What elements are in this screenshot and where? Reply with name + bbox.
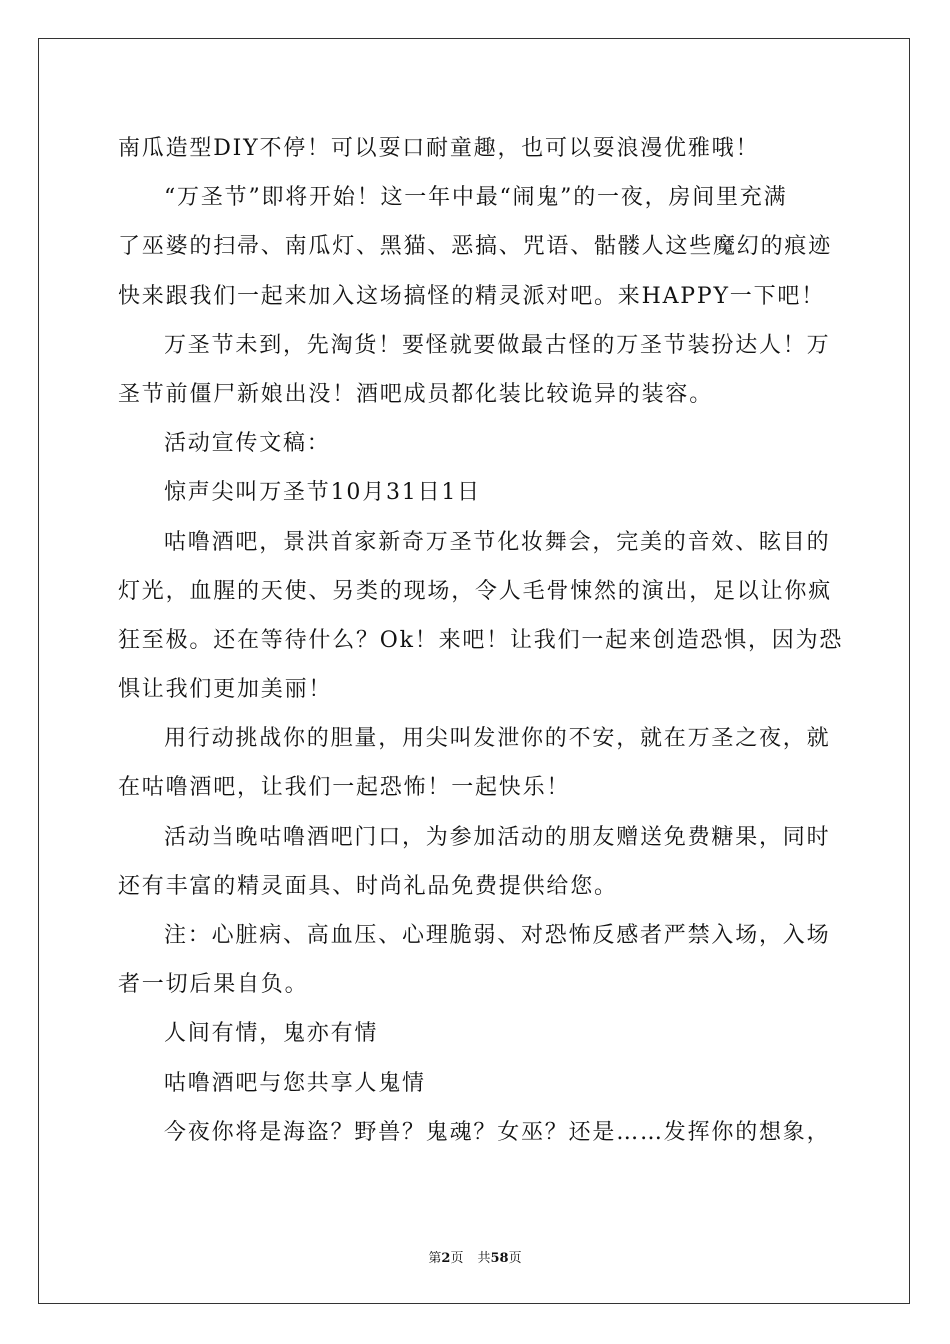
text-line: 活动当晚咕噜酒吧门口，为参加活动的朋友赠送免费糖果，同时 [164, 824, 831, 850]
document-body [118, 124, 844, 1157]
total-prefix: 共 [477, 1251, 491, 1266]
text-line: 咕噜酒吧与您共享人鬼情 [164, 1070, 426, 1096]
text-line: 了巫婆的扫帚、南瓜灯、黑猫、恶搞、咒语、骷髅人这些魔幻的痕迹 [118, 234, 833, 260]
text-line: 还有丰富的精灵面具、时尚礼品免费提供给您。 [118, 873, 618, 899]
text-line: 南瓜造型DIY不停！可以耍口耐童趣，也可以耍浪漫优雅哦！ [118, 136, 760, 161]
text-line: 万圣节未到，先淘货！要怪就要做最古怪的万圣节装扮达人！万 [164, 332, 831, 358]
text-line: “万圣节”即将开始！这一年中最“闹鬼”的一夜，房间里充满 [164, 185, 788, 211]
text-line: 活动宣传文稿： [164, 431, 331, 457]
text-line: 用行动挑战你的胆量，用尖叫发泄你的不安，就在万圣之夜，就 [164, 726, 831, 752]
total-pages: 58 [490, 1251, 509, 1266]
text-line: 圣节前僵尸新娘出没！酒吧成员都化装比较诡异的装容。 [118, 381, 714, 407]
text-line: 注：心脏病、高血压、心理脆弱、对恐怖反感者严禁入场，入场 [164, 923, 831, 948]
text-line: 今夜你将是海盗？野兽？鬼魂？女巫？还是……发挥你的想象， [164, 1119, 831, 1145]
text-line: 惧让我们更加美丽！ [118, 677, 333, 703]
page-suffix: 页 [450, 1251, 464, 1266]
page-footer [0, 1247, 950, 1266]
page-number: 2 [441, 1251, 451, 1266]
total-suffix: 页 [508, 1251, 522, 1266]
text-line: 惊声尖叫万圣节10月31日1日 [164, 480, 481, 506]
page-prefix: 第 [428, 1251, 442, 1266]
text-line: 咕噜酒吧，景洪首家新奇万圣节化妆舞会，完美的音效、眩目的 [164, 529, 831, 555]
text-line: 快来跟我们一起来加入这场搞怪的精灵派对吧。来HAPPY一下吧！ [118, 283, 826, 309]
text-line: 者一切后果自负。 [118, 972, 309, 998]
text-line: 灯光，血腥的天使、另类的现场，令人毛骨悚然的演出，足以让你疯 [118, 578, 833, 604]
text-line: 在咕噜酒吧，让我们一起恐怖！一起快乐！ [118, 775, 571, 801]
text-line: 狂至极。还在等待什么？Ok！来吧！让我们一起来创造恐惧，因为恐 [118, 627, 844, 653]
text-line: 人间有情，鬼亦有情 [164, 1021, 379, 1047]
